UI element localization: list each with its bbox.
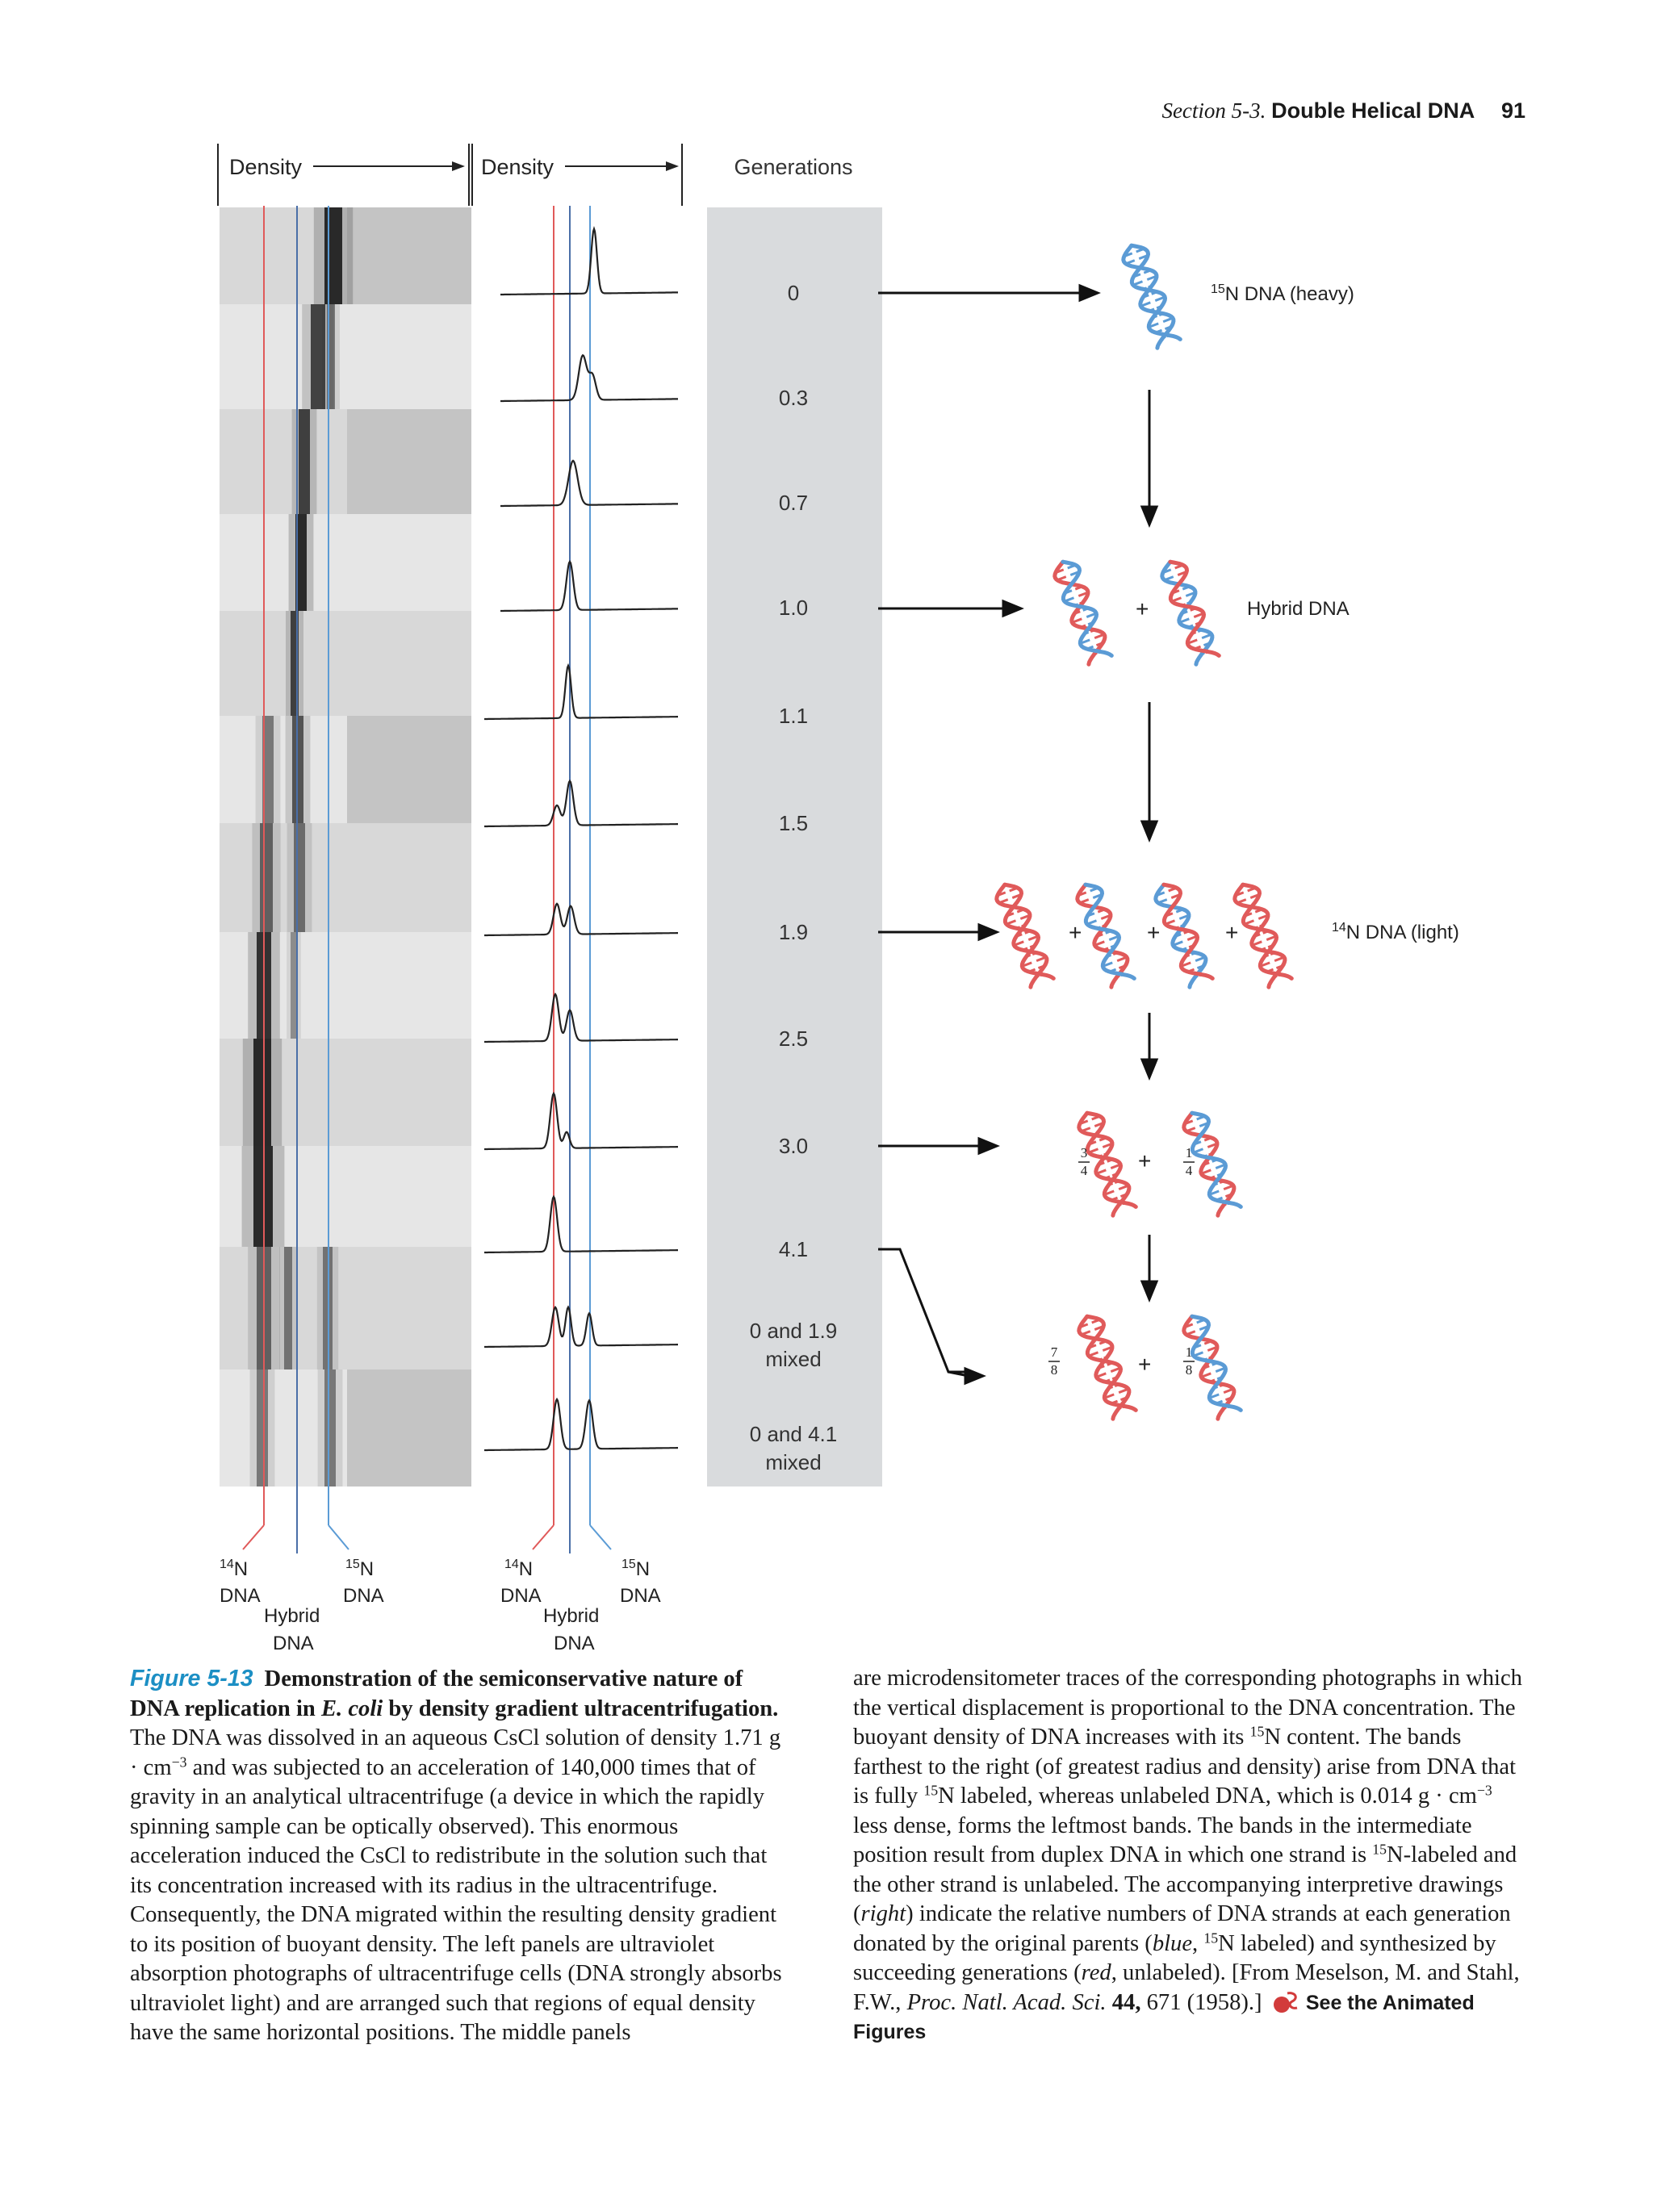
dna-double-helix-icon <box>1184 1316 1241 1419</box>
section-number: Section 5-3. <box>1161 98 1266 123</box>
svg-text:Hybrid: Hybrid <box>543 1605 600 1627</box>
svg-text:DNA: DNA <box>554 1633 595 1654</box>
generation-label: 1.0 <box>778 596 809 620</box>
interpretive-drawings <box>878 245 1459 1419</box>
uv-photo-strip <box>220 611 471 716</box>
middle-bottom-labels <box>500 1558 661 1654</box>
uv-photographs <box>220 207 471 1487</box>
dna-double-helix-icon <box>1162 562 1220 664</box>
svg-text:1: 1 <box>1185 1344 1193 1360</box>
dna-double-helix-icon <box>1078 884 1135 987</box>
svg-text:DNA: DNA <box>220 1585 261 1607</box>
generation-label: 4.1 <box>778 1237 809 1261</box>
generation-mixed-label: mixed <box>765 1347 822 1371</box>
page-number: 91 <box>1500 98 1525 123</box>
densitometer-trace <box>484 994 678 1042</box>
light-dna-label: $^{14}$N DNA (light) <box>1332 921 1459 943</box>
see-animated-figures-link[interactable]: See the Animated Figures <box>853 1991 1475 2043</box>
uv-photo-strip <box>220 932 471 1039</box>
middle-reference-lines <box>533 206 611 1553</box>
dna-double-helix-icon <box>1235 884 1292 987</box>
svg-text:4: 4 <box>1080 1163 1088 1178</box>
densitometer-trace <box>484 781 678 826</box>
densitometer-trace <box>484 1093 678 1149</box>
densitometer-trace <box>484 904 678 935</box>
animated-figures-icon[interactable] <box>1273 1990 1300 2014</box>
heavy-dna-label: $^{15}$N DNA (heavy) <box>1211 282 1354 305</box>
plus-sign: + <box>1138 1148 1152 1173</box>
svg-text:15N: $^{15}$N <box>345 1558 375 1580</box>
uv-photo-strip <box>220 823 471 932</box>
plus-sign: + <box>1147 920 1161 945</box>
generation-label: 0.3 <box>778 386 809 410</box>
arrow-right-icon <box>1003 601 1021 616</box>
generation-label: 0 <box>787 281 800 305</box>
dna-double-helix-icon <box>1055 562 1112 664</box>
generation-label: 3.0 <box>778 1134 809 1158</box>
left-panel-header <box>218 144 469 206</box>
svg-text:8: 8 <box>1050 1362 1058 1378</box>
svg-text:DNA: DNA <box>620 1585 661 1607</box>
dna-double-helix-icon <box>1156 884 1213 987</box>
uv-photo-strip <box>220 304 471 409</box>
densitometer-trace <box>484 1399 678 1450</box>
left-bottom-labels <box>220 1558 384 1654</box>
svg-text:1: 1 <box>1185 1145 1193 1160</box>
plus-sign: + <box>1138 1352 1152 1377</box>
middle-density-label: Density <box>481 155 554 179</box>
svg-text:3: 3 <box>1080 1145 1088 1160</box>
generation-label: 0.7 <box>778 491 809 515</box>
hybrid-dna-label: Hybrid DNA <box>1247 598 1350 620</box>
caption-left-column: Figure 5-13 Demonstration of the semiconservative nature of DNA replication in E. coli by density gradient ultracentrifugation. The DNA was dissolved in an aqueous CsCl solution of density 1.71 $g \cdot cm^{-3}$ and was subjected to an acceleration of 140,000 times that of gravity in an analytical ultracentrifuge (a device in which the rapidly spinning sample can be optically observed). This enormous acceleration induced the CsCl to redistribute in the solution such that its concentration increased with its radius in the ultracentrifuge. Consequently, the DNA migrated within the resulting density gradient to its position of buoyant density. The left panels are ultraviolet absorption photographs of ultracentrifuge cells (DNA strongly absorbs ultraviolet light) and are arranged such that regions of equal density have the same horizontal positions. The middle panels <box>130 1666 782 2045</box>
dna-double-helix-icon <box>1079 1113 1136 1215</box>
plus-sign: + <box>1136 596 1149 621</box>
uv-photo-strip <box>220 409 471 514</box>
arrow-down-icon <box>1142 1282 1157 1299</box>
uv-photo-strip <box>220 716 471 823</box>
uv-photo-strip <box>220 1369 471 1487</box>
svg-text:7: 7 <box>1050 1344 1058 1360</box>
svg-text:8: 8 <box>1185 1362 1193 1378</box>
svg-text:4: 4 <box>1185 1163 1193 1178</box>
svg-text:DNA: DNA <box>273 1633 314 1654</box>
generation-mixed-label: mixed <box>765 1450 822 1474</box>
dna-double-helix-icon <box>997 884 1054 987</box>
generation-label: 2.5 <box>778 1027 809 1051</box>
svg-text:14N: $^{14}$N <box>504 1558 534 1580</box>
arrow-right-icon <box>979 925 997 939</box>
generations-header: Generations <box>734 155 853 179</box>
dna-double-helix-icon <box>1079 1316 1136 1419</box>
arrow-right-icon <box>965 1369 983 1383</box>
uv-photo-strip <box>220 1146 471 1247</box>
densitometer-trace <box>484 666 678 719</box>
uv-photo-strip <box>220 1247 471 1369</box>
plus-sign: + <box>1069 920 1082 945</box>
svg-text:DNA: DNA <box>500 1585 542 1607</box>
dna-double-helix-icon <box>1184 1113 1241 1215</box>
generation-label: 0 and 1.9 <box>749 1319 838 1343</box>
caption-right-column: are microdensitometer traces of the corresponding photographs in which the vertical displacement is proportional to the DNA concentration. The buoyant density of DNA increases with its $^{15}$N content. The bands farthest to the right (of greatest radius and density) arise from DNA that is fully $^{15}$N labeled, whereas unlabeled DNA, which is 0.014 $g \cdot cm^{-3}$ less dense, forms the leftmost bands. The bands in the intermediate position result from duplex DNA in which one strand is $^{15}$N-labeled and the other strand is unlabeled. The accompanying interpretive drawings (right) indicate the relative numbers of DNA strands at each generation donated by the original parents (blue, $^{15}$N labeled) and synthesized by succeeding generations (red, unlabeled). [From Meselson, M. and Stahl, F.W., Proc. Natl. Acad. Sci. 44, 671 (1958).] See the Animated Figures <box>853 1666 1522 2043</box>
densitometer-trace <box>484 1197 678 1252</box>
arrow-right-icon <box>1080 286 1098 300</box>
left-density-label: Density <box>229 155 303 179</box>
arrow-right-icon <box>979 1139 997 1153</box>
arrow-down-icon <box>1142 1060 1157 1077</box>
svg-text:Hybrid: Hybrid <box>264 1605 320 1627</box>
uv-photo-strip <box>220 1039 471 1146</box>
arrow-down-icon <box>1142 822 1157 839</box>
arrow-down-icon <box>1142 507 1157 525</box>
section-title: Double Helical DNA <box>1271 98 1475 123</box>
uv-photo-strip <box>220 207 471 304</box>
svg-text:14N: $^{14}$N <box>220 1558 249 1580</box>
middle-panel-header <box>472 144 682 206</box>
svg-text:15N: $^{15}$N <box>621 1558 651 1580</box>
densitometer-trace <box>484 1307 678 1347</box>
figure-label: Figure 5-13 <box>130 1666 253 1691</box>
densitometer-traces <box>484 229 678 1450</box>
plus-sign: + <box>1225 920 1239 945</box>
generation-label: 0 and 4.1 <box>749 1422 838 1446</box>
uv-photo-strip <box>220 514 471 611</box>
dna-double-helix-icon <box>1124 245 1181 348</box>
generation-label: 1.1 <box>778 704 809 728</box>
generation-label: 1.5 <box>778 811 809 835</box>
svg-text:DNA: DNA <box>343 1585 384 1607</box>
generation-label: 1.9 <box>778 920 809 944</box>
